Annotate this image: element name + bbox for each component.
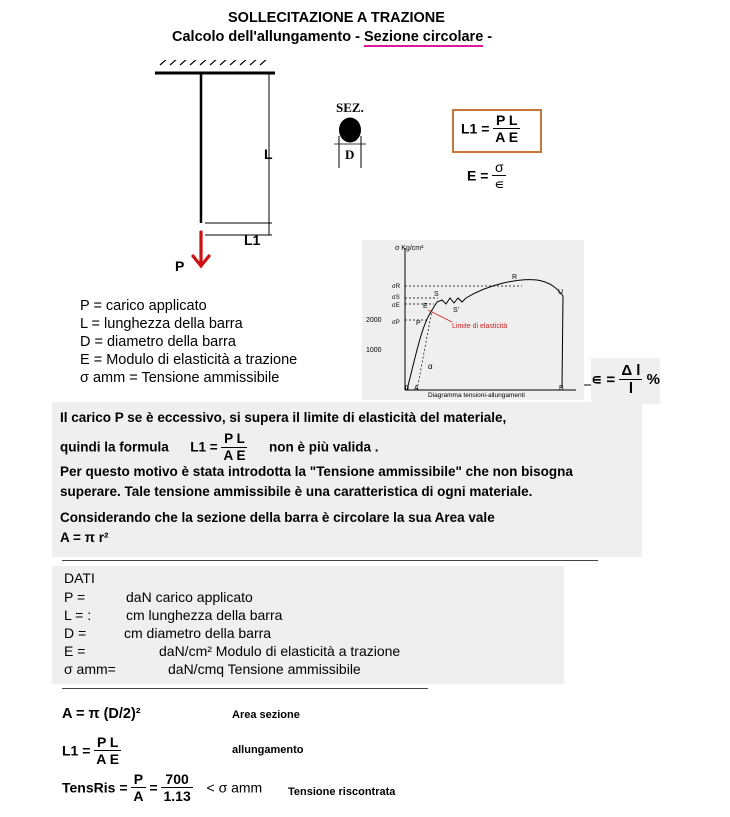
- legend-item: L = lunghezza della barra: [80, 316, 243, 332]
- area-formula: A = π r²: [60, 530, 109, 545]
- modulus-lhs: E =: [467, 167, 489, 184]
- formula-fraction: [493, 113, 520, 144]
- result-area-formula: A = π (D/2)²: [62, 706, 141, 722]
- origin-label: 0: [405, 385, 409, 392]
- stress-strain-diagram: [362, 240, 584, 400]
- legend-item: σ amm = Tensione ammissibile: [80, 370, 280, 386]
- symbol-legend: [80, 297, 297, 387]
- result-stress-numerator-2: 700: [161, 772, 192, 788]
- formula-lhs: L1 =: [461, 120, 490, 137]
- section-circle: [339, 118, 361, 143]
- dati-unit: daN/cm² Modulo di elasticità a trazione: [159, 643, 401, 659]
- strain-denominator: l: [628, 380, 633, 397]
- dati-unit: cm diametro della barra: [124, 625, 272, 641]
- explanation-line-3: Per questo motivo è stata introdotta la "Tensione ammissibile" che non bisogna: [60, 464, 573, 479]
- y-unit-label: σ Kg/cm²: [395, 245, 424, 252]
- result-stress-lhs: TensRis =: [62, 779, 128, 796]
- stress-label-r: σR: [392, 284, 401, 290]
- result-elongation-formula: [62, 735, 121, 766]
- point-label-e: E: [423, 303, 428, 310]
- result-stress-fraction-1: [131, 772, 145, 803]
- load-arrow: [193, 232, 209, 266]
- result-stress-compare: < σ amm: [206, 779, 263, 796]
- dati-name: L = :: [64, 607, 92, 623]
- dati-unit: daN carico applicato: [126, 589, 253, 605]
- explanation-line-4: superare. Tale tensione ammissibile è una caratteristica di ogni materiale.: [60, 484, 533, 499]
- dati-row-d: [64, 624, 272, 642]
- dati-name: E =: [64, 643, 86, 659]
- modulus-formula: [467, 160, 506, 191]
- result-stress-fraction-2: [161, 772, 192, 803]
- dati-row-p: [64, 588, 253, 606]
- stress-curve: [407, 280, 563, 390]
- diagram-caption: Diagramma tensioni-allungamenti: [428, 392, 525, 399]
- y-tick-1000: 1000: [366, 347, 382, 354]
- result-elongation-numerator: P L: [94, 735, 121, 751]
- point-label-r: R: [512, 274, 518, 281]
- page-title: SOLLECITAZIONE A TRAZIONE: [228, 10, 445, 26]
- point-label-s: S: [434, 291, 439, 298]
- point-label-b: B: [559, 385, 564, 392]
- dati-name: P =: [64, 589, 86, 605]
- strain-lhs: ∊ =: [591, 371, 616, 389]
- modulus-fraction: [492, 160, 506, 191]
- section-figure: [330, 114, 380, 170]
- dati-divider: [62, 688, 428, 689]
- strain-numerator: Δ l: [621, 362, 641, 379]
- dati-unit: cm lunghezza della barra: [126, 607, 283, 623]
- result-stress-formula: [62, 772, 262, 803]
- elastic-limit-label: Limite di elasticità: [452, 323, 508, 330]
- strain-formula: [591, 363, 660, 396]
- result-elongation-label: allungamento: [232, 744, 304, 756]
- dati-row-samm: [64, 660, 361, 678]
- result-elongation-denominator: A E: [96, 751, 120, 767]
- inline-formula-lhs: L1 =: [190, 439, 218, 455]
- stress-label-s: σS: [392, 295, 400, 301]
- length-label: L: [264, 146, 273, 162]
- dati-title: DATI: [64, 570, 95, 586]
- result-elongation-lhs: L1 =: [62, 742, 91, 759]
- explanation-line-2-prefix: quindi la formula: [60, 439, 169, 455]
- inline-formula-denominator: A E: [223, 447, 246, 463]
- explanation-line-5: Considerando che la sezione della barra è circolare la sua Area vale: [60, 510, 495, 525]
- formula-denominator: A E: [495, 129, 519, 145]
- stress-label-p: σP: [392, 320, 400, 326]
- section-label: SEZ.: [336, 100, 364, 115]
- point-label-p: P: [416, 320, 421, 327]
- bar-figure: [140, 60, 290, 280]
- point-label-u: U: [558, 289, 564, 296]
- dati-name: D =: [64, 625, 87, 641]
- strain-unit: %: [646, 371, 660, 388]
- dati-unit: daN/cmq Tensione ammissibile: [168, 661, 361, 677]
- strain-fraction: [619, 363, 642, 396]
- result-stress-label: Tensione riscontrata: [288, 786, 396, 798]
- inline-formula-fraction: [221, 432, 247, 462]
- diameter-label: D: [345, 147, 355, 162]
- dati-table: [64, 588, 401, 678]
- modulus-numerator: σ: [492, 160, 506, 176]
- explanation-line-2-suffix: non è più valida .: [269, 439, 379, 455]
- load-label: P: [175, 258, 185, 274]
- result-stress-denominator-2: 1.13: [163, 788, 191, 804]
- legend-item: E = Modulo di elasticità a trazione: [80, 352, 298, 368]
- result-stress-denominator-1: A: [133, 788, 144, 804]
- subtitle-highlight: Sezione circolare: [363, 29, 484, 45]
- divider: [62, 560, 598, 561]
- explanation-line-1: Il carico P se è eccessivo, si supera il limite di elasticità del materiale,: [60, 410, 507, 425]
- point-label-a: A: [414, 385, 419, 392]
- modulus-denominator: ∊: [494, 176, 505, 192]
- result-stress-numerator-1: P: [131, 772, 145, 788]
- result-stress-equals: =: [149, 779, 158, 796]
- subtitle-suffix: -: [483, 29, 493, 45]
- angle-label: α: [428, 362, 433, 371]
- page-subtitle: [172, 29, 492, 45]
- stress-label-e: σE: [392, 303, 400, 309]
- subtitle-prefix: Calcolo dell'allungamento -: [172, 29, 364, 45]
- elongation-formula: [461, 113, 520, 144]
- explanation-line-2: [60, 432, 379, 462]
- elongation-label: L1: [244, 232, 261, 248]
- legend-item: P = carico applicato: [80, 298, 207, 314]
- formula-numerator: P L: [493, 113, 520, 129]
- result-elongation-fraction: [94, 735, 121, 766]
- inline-formula-numerator: P L: [221, 432, 247, 448]
- dati-name: σ amm=: [64, 661, 116, 677]
- result-area-label: Area sezione: [232, 709, 300, 721]
- point-label-s-prime: S': [453, 307, 460, 314]
- dati-row-e: [64, 642, 401, 660]
- y-tick-2000: 2000: [366, 317, 382, 324]
- explanation-panel: [52, 402, 642, 557]
- legend-item: D = diametro della barra: [80, 334, 236, 350]
- dati-row-l: [64, 606, 283, 624]
